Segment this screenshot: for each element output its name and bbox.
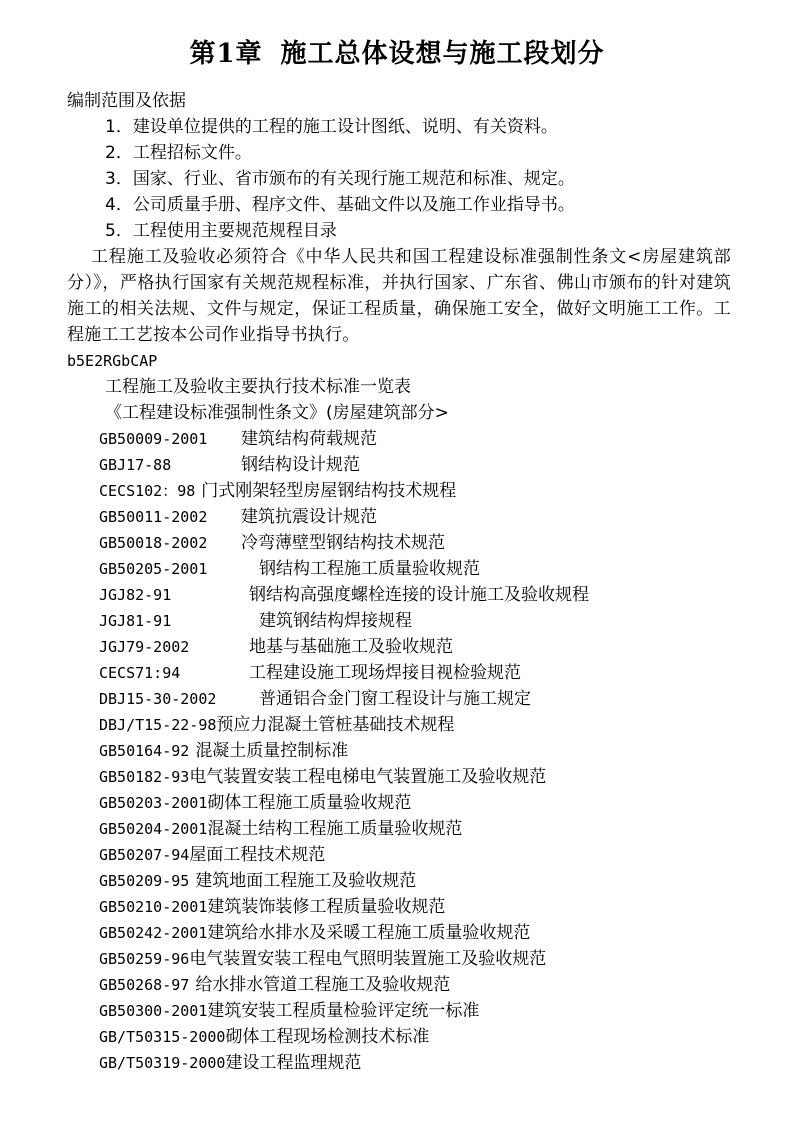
- compliance-paragraph: 工程施工及验收必须符合《中华人民共和国工程建设标准强制性条文<房屋建筑部分）》，严格执行国家有关规范规程标准，并执行国家、广东省、佛山市颁布的针对建筑施工的相关法规、文件与规定，保证工程质量，确保施工安全，做好文明施工工作。工程施工工艺按本公司作业指导书执行。: [67, 247, 731, 345]
- standard-row: [67, 842, 731, 868]
- numbered-item: 2．工程招标文件。: [105, 143, 252, 163]
- numbered-item: 4．公司质量手册、程序文件、基础文件以及施工作业指导书。: [105, 195, 575, 215]
- list-subheading: 《工程建设标准强制性条文》(房屋建筑部分>: [105, 403, 449, 423]
- standard-name: 建筑给水排水及采暖工程施工质量验收规范: [207, 923, 531, 943]
- standard-code: GB50182-93: [99, 768, 190, 786]
- standard-name: 钢结构高强度螺栓连接的设计施工及验收规程: [249, 585, 589, 605]
- standard-code: GBJ17-88: [99, 456, 172, 474]
- standard-row: [67, 816, 731, 842]
- standard-row: [67, 920, 731, 946]
- standard-name: 钢结构工程施工质量验收规范: [259, 559, 480, 579]
- standard-row: [67, 868, 731, 894]
- standard-row: [67, 556, 731, 582]
- standard-name: 建筑抗震设计规范: [241, 507, 377, 527]
- standard-row: [67, 426, 731, 452]
- chapter-title: 施工总体设想与施工段划分: [280, 39, 605, 69]
- standard-code: GB50009-2001: [99, 430, 208, 448]
- list-heading: 工程施工及验收主要执行技术标准一览表: [105, 377, 411, 397]
- standard-code: CECS102：98: [99, 482, 196, 500]
- standard-name: 钢结构设计规范: [241, 455, 360, 475]
- standard-row: [67, 478, 731, 504]
- standard-code: DBJ15-30-2002: [99, 690, 217, 708]
- document-body: [67, 88, 731, 1076]
- standard-code: GB50259-96: [99, 950, 190, 968]
- page-title: [0, 34, 794, 74]
- standard-name: 建筑装饰装修工程质量验收规范: [207, 897, 446, 917]
- standard-name: 砌体工程现场检测技术标准: [225, 1027, 430, 1047]
- standard-code: GB50164-92: [99, 742, 190, 760]
- standard-row: [67, 452, 731, 478]
- standard-name: 建筑钢结构焊接规程: [259, 611, 412, 631]
- standard-code: GB50300-2001: [99, 1002, 208, 1020]
- standard-row: [67, 1050, 731, 1076]
- standard-code: GB50018-2002: [99, 534, 208, 552]
- standard-name: 预应力混凝土管桩基础技术规程: [216, 715, 455, 735]
- standard-row: [67, 530, 731, 556]
- chapter-number: 第1章: [189, 39, 263, 69]
- standard-code: GB50268-97: [99, 976, 190, 994]
- standard-name: 普通铝合金门窗工程设计与施工规定: [259, 689, 531, 709]
- standard-name: 给水排水管道工程施工及验收规范: [195, 975, 451, 995]
- standard-name: 地基与基础施工及验收规范: [249, 637, 453, 657]
- standard-code: GB50242-2001: [99, 924, 208, 942]
- standard-name: 冷弯薄壁型钢结构技术规范: [241, 533, 445, 553]
- standard-code: GB50207-94: [99, 846, 190, 864]
- standard-code: JGJ79-2002: [99, 638, 190, 656]
- standard-name: 屋面工程技术规范: [189, 845, 326, 865]
- standard-row: [67, 660, 731, 686]
- numbered-item: 5．工程使用主要规范规程目录: [105, 221, 337, 241]
- standard-row: [67, 972, 731, 998]
- standard-code: GB50210-2001: [99, 898, 208, 916]
- standard-code: JGJ81-91: [99, 612, 172, 630]
- standard-code: GB50204-2001: [99, 820, 208, 838]
- standard-name: 门式刚架轻型房屋钢结构技术规程: [201, 481, 457, 501]
- standard-row: [67, 764, 731, 790]
- standard-code: JGJ82-91: [99, 586, 172, 604]
- standard-code: CECS71:94: [99, 664, 181, 682]
- standard-row: [67, 712, 731, 738]
- standard-row: [67, 1024, 731, 1050]
- standard-row: [67, 582, 731, 608]
- section-heading: 编制范围及依据: [67, 91, 186, 111]
- standard-name: 建筑结构荷载规范: [241, 429, 377, 449]
- standard-code: GB50203-2001: [99, 794, 208, 812]
- standard-code: GB50011-2002: [99, 508, 208, 526]
- standard-name: 建筑地面工程施工及验收规范: [195, 871, 417, 891]
- stray-code: b5E2RGbCAP: [67, 352, 158, 370]
- standard-name: 混凝土结构工程施工质量验收规范: [207, 819, 463, 839]
- standard-row: [67, 894, 731, 920]
- standard-code: DBJ/T15-22-98: [99, 716, 217, 734]
- standard-row: [67, 608, 731, 634]
- numbered-item: 1．建设单位提供的工程的施工设计图纸、说明、有关资料。: [105, 117, 558, 137]
- standard-name: 砌体工程施工质量验收规范: [207, 793, 412, 813]
- standard-row: [67, 946, 731, 972]
- standard-name: 电气装置安装工程电梯电气装置施工及验收规范: [189, 767, 547, 787]
- standard-row: [67, 998, 731, 1024]
- numbered-item: 3．国家、行业、省市颁布的有关现行施工规范和标准、规定。: [105, 169, 575, 189]
- standard-name: 建设工程监理规范: [225, 1053, 362, 1073]
- standard-row: [67, 634, 731, 660]
- standard-row: [67, 686, 731, 712]
- standard-name: 混凝土质量控制标准: [195, 741, 349, 761]
- standard-code: GB/T50319-2000: [99, 1054, 226, 1072]
- standard-name: 建筑安装工程质量检验评定统一标准: [207, 1001, 480, 1021]
- standard-row: [67, 738, 731, 764]
- standard-code: GB/T50315-2000: [99, 1028, 226, 1046]
- standard-row: [67, 504, 731, 530]
- standard-code: GB50205-2001: [99, 560, 208, 578]
- standard-code: GB50209-95: [99, 872, 190, 890]
- standards-list: [67, 426, 731, 1076]
- standard-name: 电气装置安装工程电气照明装置施工及验收规范: [189, 949, 547, 969]
- standard-name: 工程建设施工现场焊接目视检验规范: [249, 663, 521, 683]
- standard-row: [67, 790, 731, 816]
